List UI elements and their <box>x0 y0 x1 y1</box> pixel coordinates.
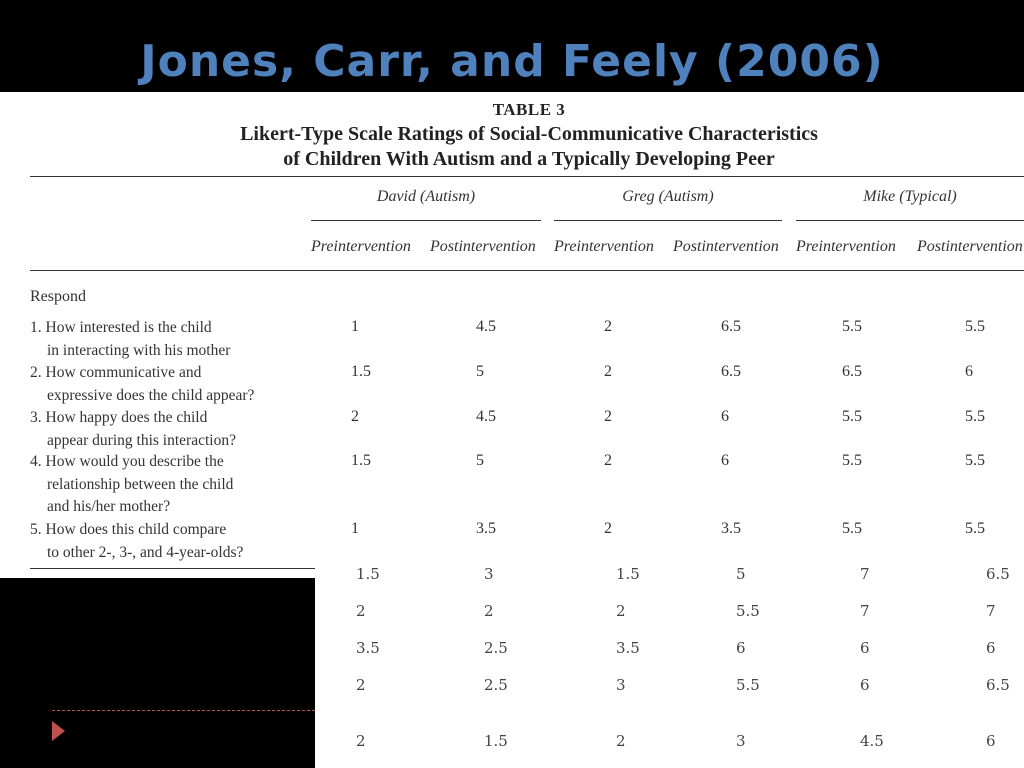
question-2 <box>30 362 254 407</box>
lower-r3-c5: 6 <box>860 639 870 657</box>
question-4-line-1: 4. How would you describe the <box>30 453 224 470</box>
q5-greg-pre: 2 <box>604 520 612 537</box>
q3-david-pre: 2 <box>351 408 359 425</box>
question-2-line-1: 2. How communicative and <box>30 364 202 381</box>
q4-mike-post: 5.5 <box>965 452 985 469</box>
table-heading-line-2: of Children With Autism and a Typically Developing Peer <box>283 148 775 170</box>
q5-mike-pre: 5.5 <box>842 520 862 537</box>
top-rule <box>30 176 1024 177</box>
q4-david-post: 5 <box>476 452 484 469</box>
q2-mike-post: 6 <box>965 363 973 380</box>
lower-r1-c2: 3 <box>484 565 494 583</box>
dashed-divider <box>52 710 315 711</box>
q5-david-post: 3.5 <box>476 520 496 537</box>
col-header-david-post: Postintervention <box>430 238 536 255</box>
question-5-line-1: 5. How does this child compare <box>30 521 227 538</box>
q2-greg-post: 6.5 <box>721 363 741 380</box>
header-rule <box>30 270 1024 271</box>
table-scan <box>0 92 1024 578</box>
col-header-david-pre: Preintervention <box>311 238 411 255</box>
lower-r5-c4: 3 <box>736 732 746 750</box>
question-4-line-3: and his/her mother? <box>47 498 171 515</box>
lower-r3-c4: 6 <box>736 639 746 657</box>
q2-mike-pre: 6.5 <box>842 363 862 380</box>
q1-mike-pre: 5.5 <box>842 318 862 335</box>
slide-title: Jones, Carr, and Feely (2006) <box>140 36 884 87</box>
question-3-line-1: 3. How happy does the child <box>30 409 208 426</box>
col-header-greg-post: Postintervention <box>673 238 779 255</box>
lower-r5-c5: 4.5 <box>860 732 884 750</box>
q2-david-pre: 1.5 <box>351 363 371 380</box>
question-1-line-1: 1. How interested is the child <box>30 319 212 336</box>
lower-r3-c3: 3.5 <box>616 639 640 657</box>
q2-greg-pre: 2 <box>604 363 612 380</box>
lower-r4-c4: 5.5 <box>736 676 760 694</box>
lower-r2-c2: 2 <box>484 602 494 620</box>
group-rule-greg <box>554 220 782 221</box>
lower-r2-c6: 7 <box>986 602 996 620</box>
q4-greg-post: 6 <box>721 452 729 469</box>
question-4-line-2: relationship between the child <box>47 475 234 493</box>
question-4 <box>30 451 233 519</box>
question-1 <box>30 317 230 362</box>
lower-r2-c4: 5.5 <box>736 602 760 620</box>
q1-greg-post: 6.5 <box>721 318 741 335</box>
lower-r5-c3: 2 <box>616 732 626 750</box>
table-label: TABLE 3 <box>492 100 566 119</box>
q5-greg-post: 3.5 <box>721 520 741 537</box>
lower-r5-c6: 6 <box>986 732 996 750</box>
lower-r3-c2: 2.5 <box>484 639 508 657</box>
q2-david-post: 5 <box>476 363 484 380</box>
table-heading <box>0 122 1024 172</box>
q1-david-pre: 1 <box>351 318 359 335</box>
col-header-mike-post: Postintervention <box>917 238 1023 255</box>
q4-david-pre: 1.5 <box>351 452 371 469</box>
lower-r1-c3: 1.5 <box>616 565 640 583</box>
q1-mike-post: 5.5 <box>965 318 985 335</box>
group-rule-mike <box>796 220 1024 221</box>
lower-r2-c5: 7 <box>860 602 870 620</box>
col-header-mike-pre: Preintervention <box>796 238 896 255</box>
lower-r4-c2: 2.5 <box>484 676 508 694</box>
lower-r3-c6: 6 <box>986 639 996 657</box>
lower-r5-c1: 2 <box>356 732 366 750</box>
question-2-line-2: expressive does the child appear? <box>47 386 255 404</box>
question-5 <box>30 519 243 564</box>
question-3 <box>30 407 236 452</box>
group-header-mike: Mike (Typical) <box>863 188 957 205</box>
lower-r2-c3: 2 <box>616 602 626 620</box>
group-header-greg: Greg (Autism) <box>622 188 714 205</box>
q5-david-pre: 1 <box>351 520 359 537</box>
lower-r4-c1: 2 <box>356 676 366 694</box>
lower-r4-c5: 6 <box>860 676 870 694</box>
table-heading-line-1: Likert-Type Scale Ratings of Social-Communicative Characteristics <box>240 123 818 145</box>
lower-values-panel <box>315 578 1024 768</box>
group-rule-david <box>311 220 541 221</box>
group-header-david: David (Autism) <box>376 188 476 205</box>
q3-david-post: 4.5 <box>476 408 496 425</box>
q5-mike-post: 5.5 <box>965 520 985 537</box>
question-1-line-2: in interacting with his mother <box>47 341 231 359</box>
lower-r4-c3: 3 <box>616 676 626 694</box>
lower-r1-c1: 1.5 <box>356 565 380 583</box>
q4-greg-pre: 2 <box>604 452 612 469</box>
col-header-greg-pre: Preintervention <box>554 238 654 255</box>
bottom-rule <box>30 568 315 569</box>
lower-r1-c6: 6.5 <box>986 565 1010 583</box>
section-label: Respond <box>30 288 86 305</box>
q3-mike-post: 5.5 <box>965 408 985 425</box>
q3-greg-pre: 2 <box>604 408 612 425</box>
lower-r1-c5: 7 <box>860 565 870 583</box>
q1-greg-pre: 2 <box>604 318 612 335</box>
lower-r4-c6: 6.5 <box>986 676 1010 694</box>
question-3-line-2: appear during this interaction? <box>47 431 236 449</box>
triangle-bullet-icon <box>52 721 65 741</box>
lower-r5-c2: 1.5 <box>484 732 508 750</box>
q4-mike-pre: 5.5 <box>842 452 862 469</box>
lower-r2-c1: 2 <box>356 602 366 620</box>
q1-david-post: 4.5 <box>476 318 496 335</box>
q3-mike-pre: 5.5 <box>842 408 862 425</box>
q3-greg-post: 6 <box>721 408 729 425</box>
lower-r3-c1: 3.5 <box>356 639 380 657</box>
lower-r1-c4: 5 <box>736 565 746 583</box>
question-5-line-2: to other 2-, 3-, and 4-year-olds? <box>47 543 244 561</box>
